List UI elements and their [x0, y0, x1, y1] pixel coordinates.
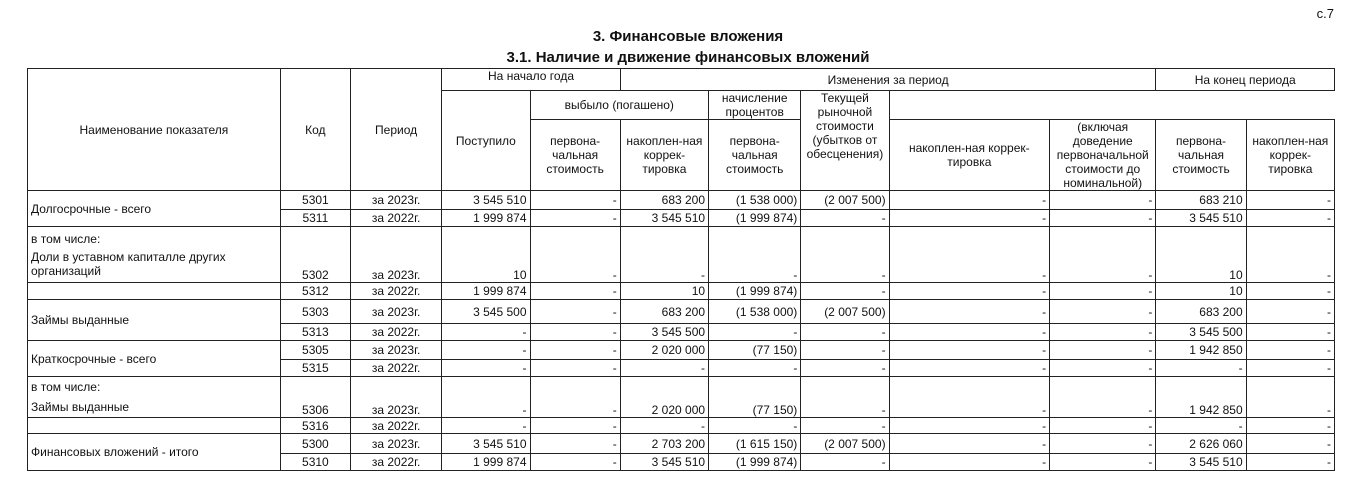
row-code: 5305 [280, 341, 350, 360]
end-initial: 683 200 [1156, 300, 1246, 324]
market-value: - [1050, 191, 1156, 210]
row-period: за 2023г. [350, 341, 441, 360]
start-initial: 3 545 510 [442, 434, 530, 454]
market-value: - [1050, 210, 1156, 227]
header-changes: Изменения за период [620, 69, 1156, 91]
end-accum: - [1246, 283, 1334, 300]
received: 3 545 510 [620, 454, 708, 471]
retired-accum: - [801, 210, 889, 227]
retired-initial: (1 999 874) [709, 283, 801, 300]
end-initial: 3 545 510 [1156, 210, 1246, 227]
start-accum: - [530, 300, 620, 324]
retired-accum: - [801, 341, 889, 360]
row-period: за 2022г. [350, 210, 441, 227]
start-accum: - [530, 210, 620, 227]
market-value: - [1050, 300, 1156, 324]
retired-accum: - [801, 227, 889, 283]
received: - [620, 418, 708, 434]
table-row [28, 191, 1335, 210]
start-initial: - [442, 377, 530, 418]
retired-initial: (1 538 000) [709, 191, 801, 210]
row-name [28, 227, 281, 283]
market-value: - [1050, 360, 1156, 377]
end-accum: - [1246, 191, 1334, 210]
table-row [28, 341, 1335, 360]
start-accum: - [530, 341, 620, 360]
market-value: - [1050, 227, 1156, 283]
row-code: 5302 [280, 227, 350, 283]
end-accum: - [1246, 454, 1334, 471]
retired-initial: (1 999 874) [709, 454, 801, 471]
header-end-initial: первона-чальная стоимость [1156, 120, 1246, 191]
start-accum: - [530, 191, 620, 210]
start-accum: - [530, 377, 620, 418]
retired-accum: - [801, 377, 889, 418]
end-accum: - [1246, 360, 1334, 377]
interest: - [889, 191, 1049, 210]
retired-accum: - [801, 454, 889, 471]
header-retired-initial: первона-чальная стоимость [709, 120, 801, 191]
start-initial: 3 545 510 [442, 191, 530, 210]
retired-accum: - [801, 418, 889, 434]
end-initial: 3 545 510 [1156, 454, 1246, 471]
market-value: - [1050, 418, 1156, 434]
end-initial: 10 [1156, 283, 1246, 300]
retired-initial: - [709, 360, 801, 377]
received: 3 545 500 [620, 324, 708, 341]
retired-accum: - [801, 360, 889, 377]
row-code: 5303 [280, 300, 350, 324]
end-accum: - [1246, 300, 1334, 324]
retired-accum: (2 007 500) [801, 191, 889, 210]
interest: - [889, 360, 1049, 377]
retired-initial: (1 999 874) [709, 210, 801, 227]
header-code: Код [280, 69, 350, 191]
retired-initial: (1 538 000) [709, 300, 801, 324]
financial-investments-table [27, 68, 1335, 471]
interest: - [889, 283, 1049, 300]
end-initial: 1 942 850 [1156, 377, 1246, 418]
row-code: 5312 [280, 283, 350, 300]
row-name [28, 377, 281, 418]
start-accum: - [530, 324, 620, 341]
end-initial: - [1156, 418, 1246, 434]
market-value: - [1050, 324, 1156, 341]
end-initial: 3 545 500 [1156, 324, 1246, 341]
row-period: за 2022г. [350, 454, 441, 471]
interest: - [889, 434, 1049, 454]
retired-initial: (77 150) [709, 341, 801, 360]
interest: - [889, 341, 1049, 360]
row-name: Краткосрочные - всего [28, 341, 281, 377]
table-row [28, 283, 1335, 300]
row-code: 5300 [280, 434, 350, 454]
start-initial: - [442, 324, 530, 341]
start-accum: - [530, 227, 620, 283]
header-name: Наименование показателя [28, 69, 281, 191]
table-row [28, 300, 1335, 324]
row-code: 5316 [280, 418, 350, 434]
market-value: - [1050, 454, 1156, 471]
market-value: - [1050, 377, 1156, 418]
end-accum: - [1246, 324, 1334, 341]
table-row [28, 227, 1335, 283]
row-name: Долгосрочные - всего [28, 191, 281, 227]
row-period: за 2022г. [350, 360, 441, 377]
start-initial: 3 545 500 [442, 300, 530, 324]
received: - [620, 360, 708, 377]
row-name [28, 418, 281, 434]
end-accum: - [1246, 377, 1334, 418]
row-code: 5301 [280, 191, 350, 210]
end-initial: - [1156, 360, 1246, 377]
table-row [28, 377, 1335, 418]
row-name-text: Доли в уставном капиталле других организаций [31, 249, 226, 278]
row-code: 5310 [280, 454, 350, 471]
row-code: 5313 [280, 324, 350, 341]
row-code: 5311 [280, 210, 350, 227]
subsection-title: 3.1. Наличие и движение финансовых вложений [506, 49, 870, 66]
end-accum: - [1246, 434, 1334, 454]
end-accum: - [1246, 341, 1334, 360]
start-accum: - [530, 434, 620, 454]
end-accum: - [1246, 227, 1334, 283]
header-period: Период [350, 69, 441, 191]
row-name [28, 283, 281, 300]
start-initial: - [442, 341, 530, 360]
row-period: за 2022г. [350, 283, 441, 300]
row-name: Финансовых вложений - итого [28, 434, 281, 471]
retired-accum: - [801, 283, 889, 300]
start-initial: 1 999 874 [442, 283, 530, 300]
start-initial: 1 999 874 [442, 454, 530, 471]
row-period: за 2022г. [350, 324, 441, 341]
interest: - [889, 210, 1049, 227]
retired-accum: (2 007 500) [801, 300, 889, 324]
end-accum: - [1246, 210, 1334, 227]
start-accum: - [530, 454, 620, 471]
market-value: - [1050, 341, 1156, 360]
start-initial: - [442, 418, 530, 434]
interest: - [889, 300, 1049, 324]
received: 2 020 000 [620, 341, 708, 360]
header-start-of-year: На начало года [442, 69, 621, 91]
end-initial: 10 [1156, 227, 1246, 283]
row-code: 5315 [280, 360, 350, 377]
received: 3 545 510 [620, 210, 708, 227]
retired-initial: (1 615 150) [709, 434, 801, 454]
row-period: за 2023г. [350, 434, 441, 454]
start-accum: - [530, 418, 620, 434]
end-initial: 2 626 060 [1156, 434, 1246, 454]
row-period: за 2022г. [350, 418, 441, 434]
header-end-of-period: На конец периода [1156, 69, 1335, 91]
retired-accum: (2 007 500) [801, 434, 889, 454]
group-label: в том числе: [31, 380, 101, 394]
received: 10 [620, 283, 708, 300]
group-label: в том числе: [31, 231, 101, 246]
header-start-accum: накоплен-ная коррек-тировка [620, 120, 708, 191]
page-number: с.7 [1316, 6, 1334, 21]
retired-initial: - [709, 324, 801, 341]
header-retired: выбыло (погашено) [530, 91, 709, 120]
header-end-accum: накоплен-ная коррек-тировка [1246, 120, 1334, 191]
end-initial: 683 210 [1156, 191, 1246, 210]
row-period: за 2023г. [350, 300, 441, 324]
received: 683 200 [620, 191, 708, 210]
received: 2 703 200 [620, 434, 708, 454]
table-row [28, 434, 1335, 454]
start-initial: 10 [442, 227, 530, 283]
header-interest-note: (включая доведение первоначальной стоимости до номинальной) [1050, 120, 1156, 191]
market-value: - [1050, 434, 1156, 454]
received: 2 020 000 [620, 377, 708, 418]
retired-initial: (77 150) [709, 377, 801, 418]
market-value: - [1050, 283, 1156, 300]
row-period: за 2023г. [350, 191, 441, 210]
end-accum: - [1246, 418, 1334, 434]
received: 683 200 [620, 300, 708, 324]
header-retired-accum: накоплен-ная коррек-тировка [889, 120, 1049, 191]
retired-initial: - [709, 418, 801, 434]
row-name: Займы выданные [28, 300, 281, 341]
row-name-text: Займы выданные [31, 400, 130, 414]
header-market-value: Текущей рыночной стоимости (убытков от обесценения) [801, 91, 889, 191]
received: - [620, 227, 708, 283]
end-initial: 1 942 850 [1156, 341, 1246, 360]
table-row [28, 418, 1335, 434]
header-interest: начисление процентов [709, 91, 801, 120]
row-code: 5306 [280, 377, 350, 418]
header-received: Поступило [442, 91, 530, 191]
interest: - [889, 377, 1049, 418]
section-title: 3. Финансовые вложения [592, 28, 784, 45]
interest: - [889, 227, 1049, 283]
start-accum: - [530, 360, 620, 377]
start-accum: - [530, 283, 620, 300]
interest: - [889, 418, 1049, 434]
row-period: за 2023г. [350, 377, 441, 418]
row-period: за 2023г. [350, 227, 441, 283]
retired-initial: - [709, 227, 801, 283]
start-initial: 1 999 874 [442, 210, 530, 227]
header-start-initial: первона-чальная стоимость [530, 120, 620, 191]
interest: - [889, 454, 1049, 471]
retired-accum: - [801, 324, 889, 341]
interest: - [889, 324, 1049, 341]
start-initial: - [442, 360, 530, 377]
